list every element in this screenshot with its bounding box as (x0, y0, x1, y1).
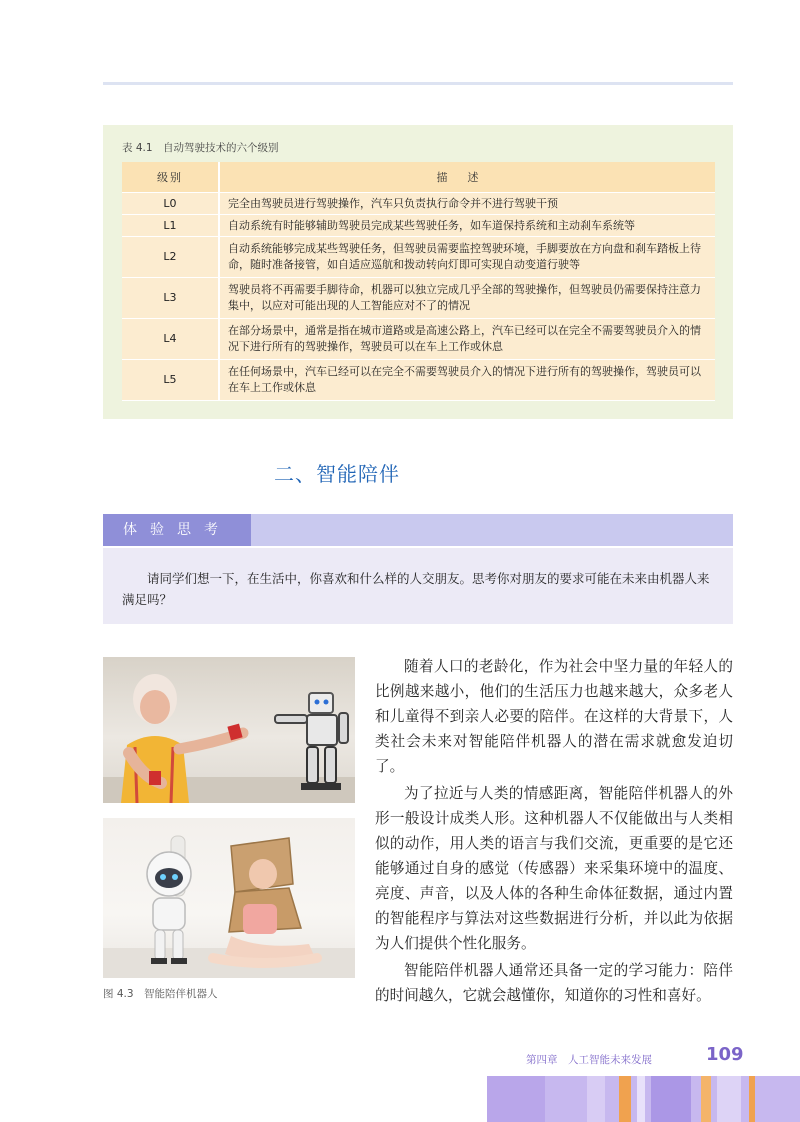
level-cell: L0 (122, 193, 219, 215)
description-cell: 在任何场景中，汽车已经可以在完全不需要驾驶员介入的情况下进行所有的驾驶操作，驾驶员可以在车上工作或休息 (219, 360, 715, 401)
table-row (122, 193, 715, 215)
page-number: 109 (706, 1044, 744, 1065)
photo-child-robot (103, 818, 355, 978)
section-title: 二、智能陪伴 (274, 462, 400, 486)
chapter-footer: 第四章 人工智能未来发展 (526, 1054, 652, 1066)
illustration-elderly-robot (103, 657, 355, 803)
description-cell: 完全由驾驶员进行驾驶操作，汽车只负责执行命令并不进行驾驶干预 (219, 193, 715, 215)
table-caption: 表 4.1 自动驾驶技术的六个级别 (122, 142, 279, 154)
header-description: 描述 (219, 162, 715, 193)
footer-color-band (487, 1076, 800, 1122)
illustration-child-robot (103, 818, 355, 978)
figure-caption: 图 4.3 智能陪伴机器人 (103, 988, 218, 1000)
paragraph: 随着人口的老龄化，作为社会中坚力量的年轻人的比例越来越小，他们的生活压力也越来越大，众多老人和儿童得不到亲人必要的陪伴。在这样的大背景下，人类社会未来对智能陪伴机器人的潜在需求就愈发迫切了。 (375, 658, 733, 775)
header-level: 级别 (122, 162, 219, 193)
photo-elderly-woman-robot (103, 657, 355, 803)
level-cell: L4 (122, 319, 219, 360)
table-row (122, 278, 715, 319)
description-cell: 在部分场景中，通常是指在城市道路或是高速公路上，汽车已经可以在完全不需要驾驶员介入的情况下进行所有的驾驶操作，驾驶员可以在车上工作或休息 (219, 319, 715, 360)
level-cell: L1 (122, 215, 219, 237)
level-cell: L2 (122, 237, 219, 278)
level-cell: L3 (122, 278, 219, 319)
description-cell: 自动系统能够完成某些驾驶任务，但驾驶员需要监控驾驶环境，手脚要放在方向盘和刹车踏板上待命，随时准备接管，如自适应巡航和拨动转向灯即可实现自动变道行驶等 (219, 237, 715, 278)
top-rule (103, 82, 733, 85)
think-label: 体验思考 (103, 514, 251, 546)
description-cell: 自动系统有时能够辅助驾驶员完成某些驾驶任务，如车道保持系统和主动刹车系统等 (219, 215, 715, 237)
table-row (122, 215, 715, 237)
table-row (122, 237, 715, 278)
paragraph: 智能陪伴机器人通常还具备一定的学习能力：陪伴的时间越久，它就会越懂你，知道你的习性和喜好。 (375, 962, 733, 1004)
description-cell: 驾驶员将不再需要手脚待命，机器可以独立完成几乎全部的驾驶操作，但驾驶员仍需要保持注意力集中，以应对可能出现的人工智能应对不了的情况 (219, 278, 715, 319)
table-row (122, 319, 715, 360)
table-row (122, 360, 715, 401)
level-cell: L5 (122, 360, 219, 401)
table-header-row (122, 162, 715, 193)
body-text (375, 654, 733, 1008)
paragraph: 为了拉近与人类的情感距离，智能陪伴机器人的外形一般设计成类人形。这种机器人不仅能做出与人类相似的动作，用人类的语言与我们交流，更重要的是它还能够通过自身的感觉（传感器）来采集环境中的温度、亮度、声音，以及人体的各种生命体征数据，通过内置的智能程序与算法对这些数据进行分析，并以此为依据为人们提供个性化服务。 (375, 785, 733, 952)
think-text: 请同学们想一下，在生活中，你喜欢和什么样的人交朋友。思考你对朋友的要求可能在未来由机器人来满足吗？ (122, 571, 710, 607)
driving-levels-table (122, 162, 715, 401)
